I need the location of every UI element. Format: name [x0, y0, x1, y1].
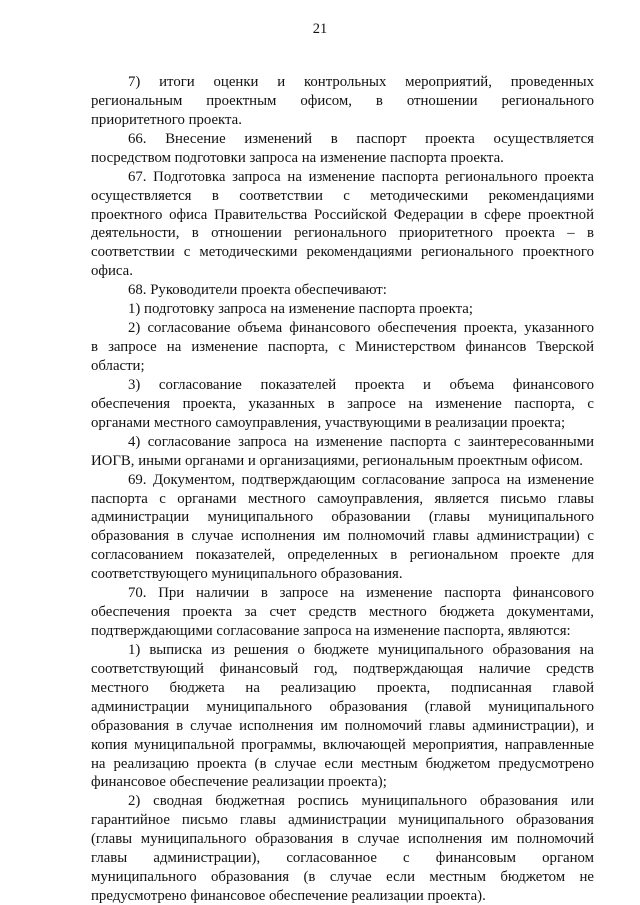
- text-line: обеспечения проекта, указанных в запросе на изменение паспорта, с: [91, 395, 594, 412]
- text-line: 69. Документом, подтверждающим согласование запроса на изменение: [128, 471, 594, 488]
- text-line: соответствии с методическими рекомендациями регионального проектного: [91, 244, 594, 261]
- text-line: 2) сводная бюджетная роспись муниципального образования или: [128, 793, 594, 810]
- text-line: приоритетного проекта.: [91, 111, 242, 128]
- text-line: местного бюджета на реализацию проекта, подписанная главой: [91, 679, 594, 696]
- text-line: 67. Подготовка запроса на изменение паспорта регионального проекта: [128, 168, 594, 185]
- text-line: образования в случае исполнения им полномочий главы администрации) с: [91, 528, 594, 545]
- text-line: обеспечения проекта за счет средств местного бюджета документами,: [91, 604, 594, 620]
- text-line: 1) выписка из решения о бюджете муниципального образования на: [128, 641, 594, 658]
- text-line: муниципального образования (в случае если местным бюджетом не: [91, 869, 594, 886]
- text-line: 70. При наличии в запросе на изменение паспорта финансового: [128, 585, 594, 602]
- text-line: согласованием показателей, определенных в региональном проекте для: [91, 547, 594, 564]
- text-line: образования в случае исполнения им полномочий главы администрации), и: [91, 717, 594, 734]
- text-line: области;: [91, 357, 145, 374]
- text-line: копия муниципальной программы, включающей мероприятия, направленные: [91, 736, 594, 753]
- text-line: 66. Внесение изменений в паспорт проекта осуществляется: [128, 130, 594, 147]
- text-line: проектного офиса Правительства Российской Федерации в сфере проектной: [91, 206, 594, 223]
- text-line: региональным проектным офисом, в отношении регионального: [91, 92, 594, 109]
- text-line: 3) согласование показателей проекта и объема финансового: [128, 376, 594, 393]
- text-line: 1) подготовку запроса на изменение паспорта проекта;: [128, 301, 473, 318]
- text-line: подтверждающими согласование запроса на изменение паспорта, являются:: [91, 623, 571, 639]
- text-line: 7) итоги оценки и контрольных мероприятий, проведенных: [128, 74, 594, 90]
- text-line: на реализацию проекта (в случае если местным бюджетом предусмотрено: [91, 755, 594, 772]
- page-number: 21: [312, 21, 328, 37]
- text-line: в запросе на изменение паспорта, с Министерством финансов Тверской: [91, 339, 594, 355]
- text-line: посредством подготовки запроса на изменение паспорта проекта.: [91, 149, 504, 166]
- text-line: 4) согласование запроса на изменение паспорта с заинтересованными: [128, 433, 594, 450]
- text-line: офиса.: [91, 263, 133, 280]
- text-line: главы администрации), согласованное с финансовым органом: [91, 850, 594, 867]
- text-line: (главы муниципального образования в случае исполнения им полномочий: [91, 831, 594, 848]
- text-line: соответствующий финансовый год, подтверждающая наличие средств: [91, 660, 594, 677]
- text-line: осуществляется в соответствии с методическими рекомендациями: [91, 187, 594, 204]
- text-line: администрации муниципального образования (главой муниципального: [91, 698, 594, 715]
- text-line: гарантийное письмо главы администрации муниципального образования: [91, 812, 594, 829]
- text-line: соответствующего муниципального образования.: [91, 566, 403, 583]
- text-line: администрации муниципального образовании (главы муниципального: [91, 509, 594, 526]
- text-line: финансовое обеспечение реализации проекта);: [91, 774, 387, 791]
- text-line: ИОГВ, иными органами и организациями, региональным проектным офисом.: [91, 452, 584, 469]
- text-line: органами местного самоуправления, участвующими в реализации проекта;: [91, 414, 566, 431]
- text-line: 68. Руководители проекта обеспечивают:: [128, 282, 387, 299]
- text-line: 2) согласование объема финансового обеспечения проекта, указанного: [128, 320, 594, 337]
- text-line: паспорта с органами местного самоуправления, является письмо главы: [91, 490, 594, 507]
- text-line: деятельности, в отношении регионального приоритетного проекта – в: [91, 225, 594, 242]
- text-line: предусмотрено финансовое обеспечение реализации проекта).: [91, 888, 486, 904]
